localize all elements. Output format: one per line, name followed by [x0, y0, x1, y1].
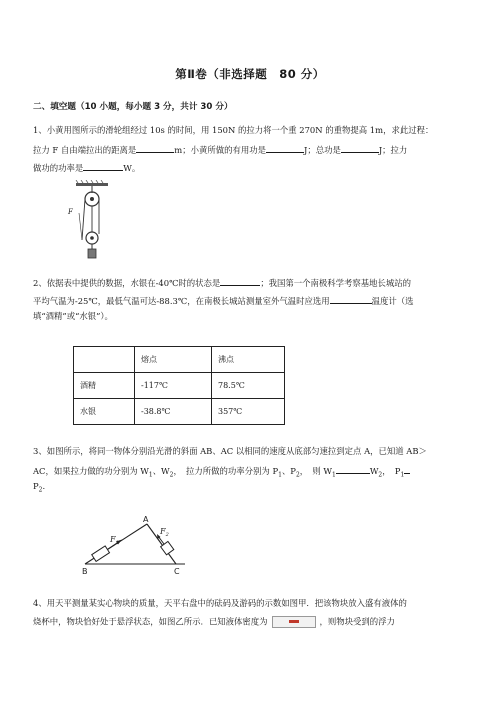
q3-line1: 3、如图所示，将同一物体分别沿光滑的斜面 AB、AC 以相同的速度从底部匀速拉到定点 A，已知道 AB＞ [33, 446, 427, 456]
q3-text: . [42, 481, 46, 491]
answer-blank[interactable] [330, 294, 372, 304]
q1-line2 [33, 143, 407, 156]
table-cell: 357℃ [212, 399, 285, 425]
q4-text: 烧杯中，物块恰好处于悬浮状态，如图乙所示．已知液体密度为 [33, 616, 268, 627]
q3-sub: 1 [331, 471, 336, 479]
answer-blank[interactable] [220, 276, 260, 286]
q2-text: 温度计（选 [371, 296, 414, 306]
answer-blank[interactable] [336, 464, 370, 474]
table-header-row [74, 347, 285, 373]
answer-blank[interactable] [136, 143, 174, 153]
q2-text: 2、依据表中提供的数据，水银在-40℃时的状态是 [33, 278, 221, 288]
q3-sub: 2 [38, 486, 43, 494]
table-row [74, 399, 285, 425]
q1-text: m；小黄所做的有用功是 [174, 145, 266, 155]
q1-line1: 1、小黄用图所示的滑轮组经过 10s 的时间，用 150N 的拉力将一个重 270N 的重物提高 1m，求此过程： [33, 125, 434, 135]
q4-line2 [33, 616, 395, 628]
q1-text: J；总功是 [303, 145, 341, 155]
q3-text: AC，如果拉力做的功分别为 W [33, 466, 149, 476]
q3-line3 [33, 481, 45, 496]
q2-line2 [33, 294, 413, 307]
table-header: 沸点 [212, 347, 285, 373]
incline-figure [80, 512, 190, 582]
table-cell: -117℃ [135, 373, 212, 399]
q1-text: W。 [123, 163, 141, 173]
q1-text: J；拉力 [378, 145, 408, 155]
page-title: 第Ⅱ卷（非选择题 80 分） [175, 67, 325, 81]
q4-line1: 4、用天平测量某实心物块的质量，天平右盘中的砝码及游码的示数如图甲．把该物块放入盛有液体的 [33, 598, 407, 608]
q3-sub: 2 [295, 471, 300, 479]
q3-text: ， 则 W [299, 466, 332, 476]
table-cell: 78.5℃ [212, 373, 285, 399]
force-label-F: F [68, 208, 73, 216]
q1-text: 做功的功率是 [33, 163, 84, 173]
q3-sub: 1 [148, 471, 153, 479]
answer-blank[interactable] [83, 161, 123, 171]
q3-line2 [33, 464, 410, 481]
table-header: 熔点 [135, 347, 212, 373]
q3-text: P [33, 481, 39, 491]
vertex-label-A: A [143, 515, 149, 524]
q2-text: ；我国第一个南极科学考察基地长城站的 [260, 278, 412, 288]
q3-text: W [369, 466, 379, 476]
table-cell: -38.8℃ [135, 399, 212, 425]
q3-sub: 2 [378, 471, 383, 479]
force-label-F2: $F_2$ [160, 527, 169, 538]
vertex-label-C: C [174, 567, 180, 576]
q3-text: 、W [152, 466, 170, 476]
q2-line3: 填“酒精”或“水银”）。 [33, 311, 113, 321]
q1-text: 拉力 F 自由端拉出的距离是 [33, 145, 137, 155]
answer-blank[interactable] [341, 143, 379, 153]
q1-line3 [33, 161, 140, 174]
q4-text: ，则物块受到的浮力 [319, 616, 395, 627]
vertex-label-B: B [82, 567, 88, 576]
section-heading: 二、填空题（10 小题，每小题 3 分，共计 30 分） [33, 102, 233, 112]
pulley-figure [62, 180, 118, 264]
q3-sub: 1 [278, 471, 282, 479]
force-label-F1: $F_1$ [110, 535, 119, 546]
q2-text: 平均气温为-25℃，最低气温可达-88.3℃，在南极长城站测量室外气温时应选用 [33, 296, 330, 306]
table-cell: 酒精 [74, 373, 135, 399]
q3-text: ， 拉力所做的功率分别为 P [173, 466, 279, 476]
answer-blank[interactable] [404, 464, 410, 474]
q3-text: ， P [382, 466, 401, 476]
answer-blank[interactable] [266, 143, 304, 153]
table-row [74, 373, 285, 399]
q3-sub: 2 [169, 471, 174, 479]
table-cell: 水银 [74, 399, 135, 425]
q2-line1 [33, 276, 411, 289]
melting-boiling-table [73, 346, 285, 425]
q3-sub: 1 [400, 471, 405, 479]
q3-text: 、P [281, 466, 296, 476]
table-header [74, 347, 135, 373]
density-image-icon [272, 616, 316, 628]
